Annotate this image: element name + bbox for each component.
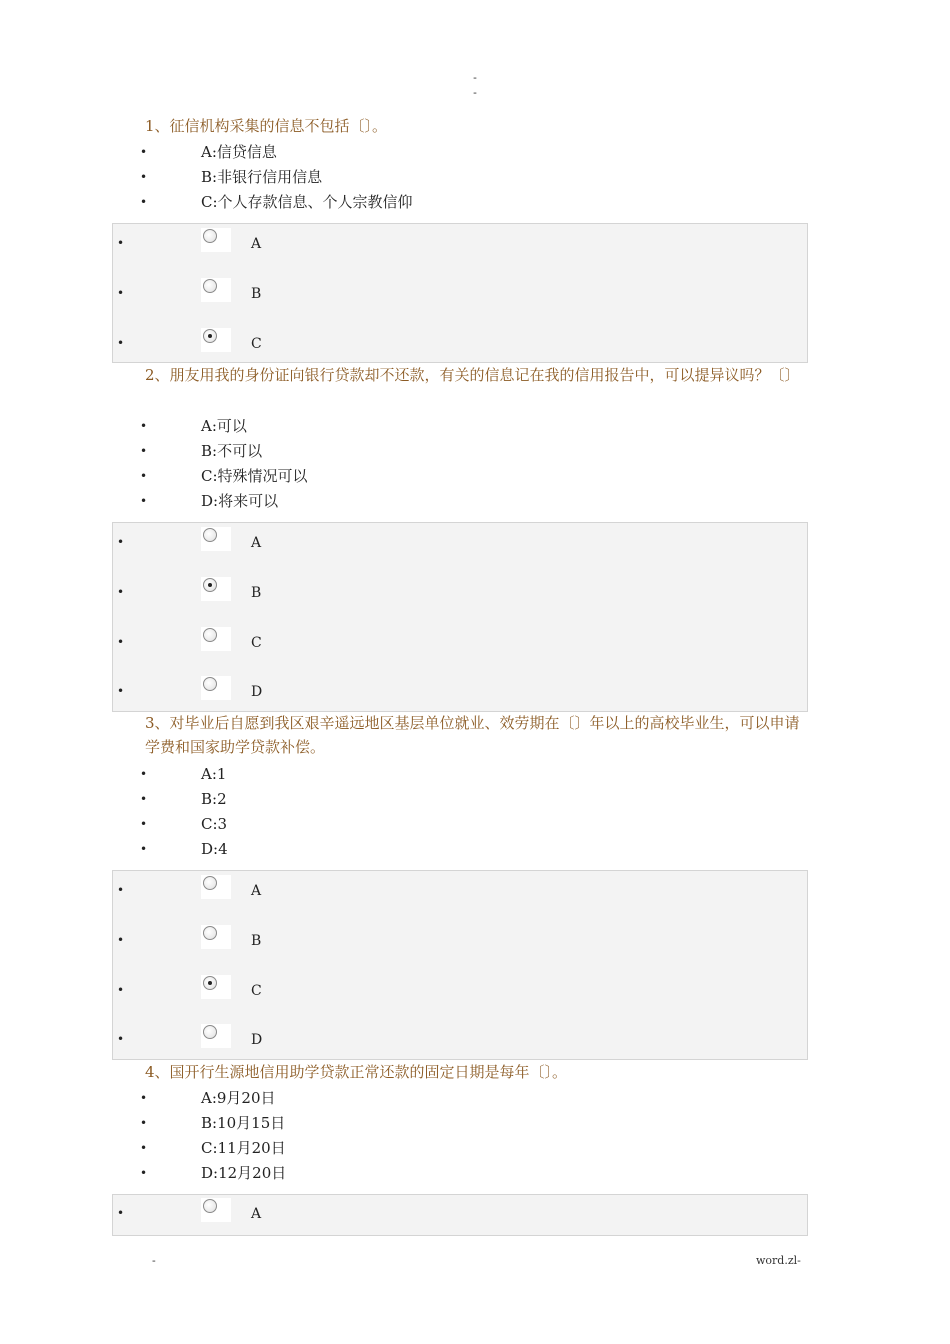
radio-icon[interactable] [203,1025,217,1039]
answer-row[interactable] [113,676,807,700]
option-text: B:10月15日 [201,1114,286,1132]
answer-label: C [251,336,262,352]
answer-box [112,223,808,363]
answer-row[interactable] [113,328,807,352]
footer-left: - [152,1254,156,1267]
bullet-icon: • [117,585,125,599]
answer-row[interactable] [113,577,807,601]
answer-label: A [251,1206,262,1222]
bullet-icon: • [140,792,148,806]
option-text: A:9月20日 [201,1089,276,1107]
bullet-icon: • [117,535,125,549]
bullet-icon: • [140,195,148,209]
radio-icon[interactable] [203,976,217,990]
bullet-icon: • [117,236,125,250]
bullet-icon: • [140,145,148,159]
answer-row[interactable] [113,627,807,651]
footer-right: word.zl- [756,1254,801,1267]
answer-box [112,522,808,712]
option-text: D:12月20日 [201,1164,287,1182]
radio-icon[interactable] [203,677,217,691]
option-text: B:2 [201,790,227,808]
answer-row[interactable] [113,975,807,999]
answer-label: D [251,1032,263,1048]
option-text: C:特殊情况可以 [201,467,308,485]
answer-label: A [251,535,262,551]
answer-label: B [251,286,262,302]
bullet-icon: • [140,444,148,458]
bullet-icon: • [117,883,125,897]
radio-icon[interactable] [203,229,217,243]
bullet-icon: • [117,1032,125,1046]
bullet-icon: • [140,1166,148,1180]
answer-box [112,870,808,1060]
answer-row[interactable] [113,1024,807,1048]
answer-label: B [251,585,262,601]
bullet-icon: • [140,1141,148,1155]
option-text: D:将来可以 [201,492,279,510]
bullet-icon: • [140,419,148,433]
bullet-icon: • [140,494,148,508]
answer-row[interactable] [113,1198,807,1222]
question-title: 4、国开行生源地信用助学贷款正常还款的固定日期是每年〔〕。 [145,1063,568,1081]
option-text: A:1 [201,765,227,783]
answer-label: A [251,236,262,252]
radio-icon[interactable] [203,628,217,642]
radio-icon[interactable] [203,1199,217,1213]
bullet-icon: • [117,684,125,698]
answer-label: C [251,983,262,999]
bullet-icon: • [117,286,125,300]
answer-label: A [251,883,262,899]
bullet-icon: • [140,767,148,781]
option-text: A:可以 [201,417,247,435]
option-text: C:3 [201,815,228,833]
bullet-icon: • [140,1116,148,1130]
radio-icon[interactable] [203,528,217,542]
answer-row[interactable] [113,527,807,551]
bullet-icon: • [117,1206,125,1220]
bullet-icon: • [140,817,148,831]
answer-row[interactable] [113,925,807,949]
header-mark-2: - [473,86,477,99]
option-text: B:非银行信用信息 [201,168,323,186]
answer-label: B [251,933,262,949]
question-title: 3、对毕业后自愿到我区艰辛遥远地区基层单位就业、效劳期在〔〕年以上的高校毕业生，可以申请学费和国家助学贷款补偿。 [145,714,800,756]
header-mark-1: - [473,71,477,84]
answer-label: C [251,635,262,651]
question-title: 1、征信机构采集的信息不包括〔〕。 [145,117,388,135]
option-text: C:11月20日 [201,1139,286,1157]
bullet-icon: • [117,983,125,997]
bullet-icon: • [117,635,125,649]
answer-label: D [251,684,263,700]
bullet-icon: • [140,170,148,184]
answer-row[interactable] [113,875,807,899]
bullet-icon: • [140,842,148,856]
question-title: 2、朋友用我的身份证向银行贷款却不还款，有关的信息记在我的信用报告中，可以提异议吗？〔〕 [145,366,800,384]
answer-row[interactable] [113,228,807,252]
option-text: B:不可以 [201,442,263,460]
answer-row[interactable] [113,278,807,302]
radio-icon[interactable] [203,926,217,940]
option-text: D:4 [201,840,228,858]
radio-icon[interactable] [203,329,217,343]
bullet-icon: • [140,1091,148,1105]
radio-icon[interactable] [203,279,217,293]
answer-box [112,1194,808,1236]
option-text: A:信贷信息 [201,143,277,161]
option-text: C:个人存款信息、个人宗教信仰 [201,193,413,211]
radio-icon[interactable] [203,578,217,592]
radio-icon[interactable] [203,876,217,890]
bullet-icon: • [117,933,125,947]
bullet-icon: • [117,336,125,350]
bullet-icon: • [140,469,148,483]
